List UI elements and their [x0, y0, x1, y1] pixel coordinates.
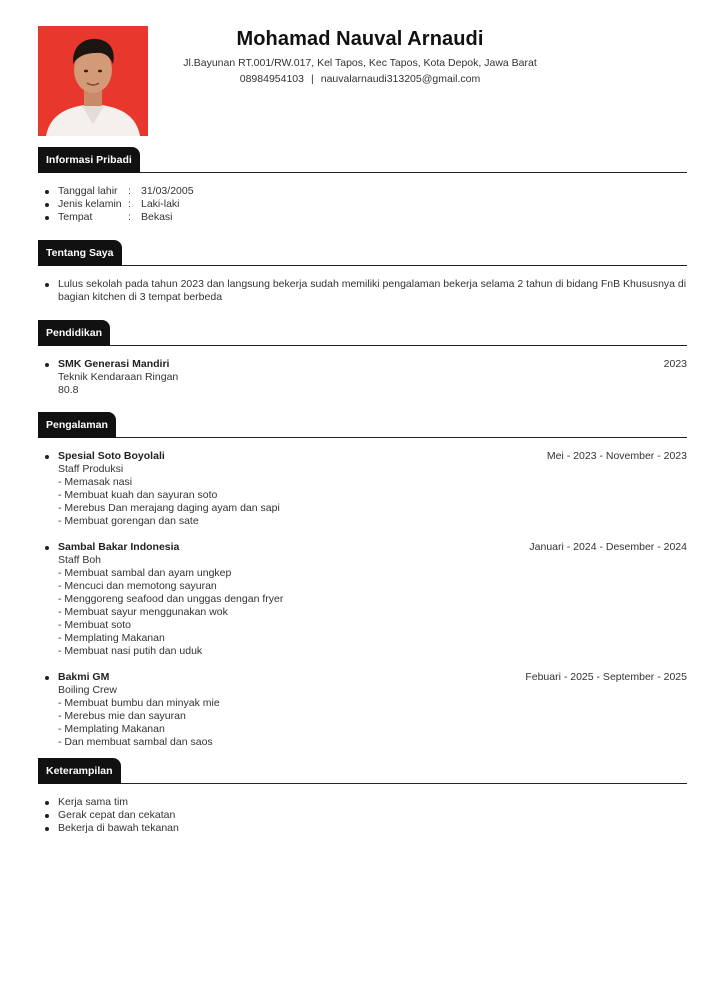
list-item: Bekerja di bawah tekanan — [38, 822, 687, 835]
section-experience — [38, 410, 687, 749]
info-colon: : — [128, 211, 131, 223]
task-item: - Merebus Dan merajang daging ayam dan sapi — [58, 502, 280, 514]
job-role: Staff Produksi — [58, 463, 124, 475]
employment-period: Mei - 2023 - November - 2023 — [546, 450, 687, 462]
task-item: - Membuat sambal dan ayam ungkep — [58, 567, 232, 579]
phone-number: 08984954103 — [239, 73, 304, 85]
company-name: Sambal Bakar Indonesia — [58, 541, 180, 553]
job-role: Boiling Crew — [58, 684, 117, 696]
info-colon: : — [128, 185, 131, 197]
section-about — [38, 238, 687, 304]
email-address: nauvalarnaudi313205@gmail.com — [320, 73, 481, 85]
section-divider — [38, 265, 687, 266]
task-item: - Membuat nasi putih dan uduk — [58, 645, 203, 657]
contact-separator: | — [311, 73, 314, 85]
info-colon: : — [128, 198, 131, 210]
experience-entry — [38, 450, 687, 528]
section-title: Pengalaman — [38, 412, 116, 438]
task-item: - Merebus mie dan sayuran — [58, 710, 186, 722]
company-name: Bakmi GM — [58, 671, 110, 683]
about-list — [38, 278, 687, 304]
experience-entry — [38, 671, 687, 749]
list-item — [38, 211, 687, 224]
task-item: - Mencuci dan memotong sayuran — [58, 580, 217, 592]
full-name: Mohamad Nauval Arnaudi — [236, 28, 484, 50]
info-label: Tanggal lahir — [58, 185, 118, 197]
employment-period: Febuari - 2025 - September - 2025 — [525, 671, 687, 683]
section-header — [38, 410, 687, 438]
list-item: Gerak cepat dan cekatan — [38, 809, 687, 822]
company-name: Spesial Soto Boyolali — [58, 450, 165, 462]
task-item: - Membuat gorengan dan sate — [58, 515, 199, 527]
education-entry — [38, 358, 687, 397]
contact-line — [160, 73, 560, 85]
section-header — [38, 318, 687, 346]
score: 80.8 — [58, 384, 79, 396]
info-label: Jenis kelamin — [58, 198, 122, 210]
about-text: Lulus sekolah pada tahun 2023 dan langsung bekerja sudah memiliki pengalaman bekerja selama 2 tahun di bidang FnB Khususnya di bagian kitchen di 3 tempat berbeda — [38, 278, 687, 304]
experience-entry — [38, 541, 687, 658]
info-label: Tempat — [58, 211, 93, 223]
section-education — [38, 318, 687, 397]
person-portrait-icon — [38, 26, 148, 136]
info-value: 31/03/2005 — [141, 185, 194, 197]
task-item: - Memasak nasi — [58, 476, 133, 488]
task-item: - Memplating Makanan — [58, 632, 165, 644]
header — [160, 28, 560, 85]
section-title: Informasi Pribadi — [38, 147, 140, 173]
list-item — [38, 185, 687, 198]
section-personal-info — [38, 145, 687, 224]
address: Jl.Bayunan RT.001/RW.017, Kel Tapos, Kec Tapos, Kota Depok, Jawa Barat — [183, 57, 537, 69]
section-skills — [38, 756, 687, 835]
major: Teknik Kendaraan Ringan — [58, 371, 179, 383]
task-item: - Membuat kuah dan sayuran soto — [58, 489, 218, 501]
task-item: - Menggoreng seafood dan unggas dengan fryer — [58, 593, 284, 605]
graduation-year: 2023 — [663, 358, 687, 370]
list-item: Kerja sama tim — [38, 796, 687, 809]
personal-info-list — [38, 185, 687, 224]
task-item: - Membuat soto — [58, 619, 131, 631]
section-divider — [38, 783, 687, 784]
school-name: SMK Generasi Mandiri — [58, 358, 170, 370]
skills-list — [38, 796, 687, 835]
section-divider — [38, 437, 687, 438]
info-value: Bekasi — [141, 211, 173, 223]
task-item: - Dan membuat sambal dan saos — [58, 736, 213, 748]
info-value: Laki-laki — [141, 198, 180, 210]
section-divider — [38, 345, 687, 346]
section-title: Pendidikan — [38, 320, 110, 346]
section-header — [38, 145, 687, 173]
job-role: Staff Boh — [58, 554, 102, 566]
section-title: Keterampilan — [38, 758, 121, 784]
profile-photo — [38, 26, 148, 136]
employment-period: Januari - 2024 - Desember - 2024 — [529, 541, 687, 553]
task-item: - Membuat sayur menggunakan wok — [58, 606, 228, 618]
task-item: - Memplating Makanan — [58, 723, 165, 735]
list-item — [38, 198, 687, 211]
section-header — [38, 756, 687, 784]
section-header — [38, 238, 687, 266]
section-title: Tentang Saya — [38, 240, 122, 266]
task-item: - Membuat bumbu dan minyak mie — [58, 697, 220, 709]
